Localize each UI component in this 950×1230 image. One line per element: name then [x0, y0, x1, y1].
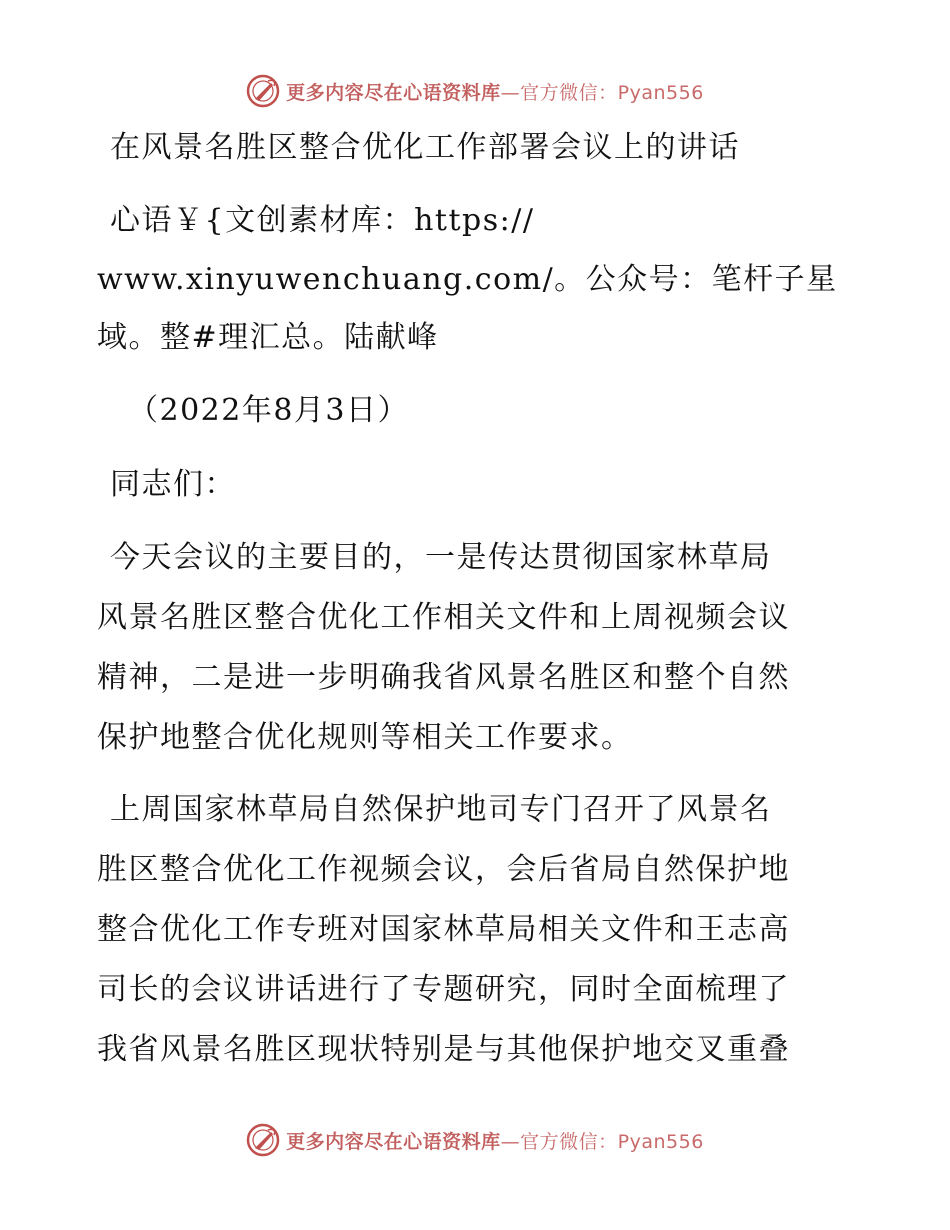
- source-line-3: 域。整#理汇总。陆献峰: [97, 320, 439, 355]
- paragraph-1-line: 今天会议的主要目的，一是传达贯彻国家林草局: [110, 540, 772, 575]
- paragraph-2-line: 我省风景名胜区现状特别是与其他保护地交叉重叠: [97, 1032, 790, 1067]
- quill-logo-icon: [246, 1123, 280, 1157]
- paragraph-2-line: 整合优化工作专班对国家林草局相关文件和王志高: [97, 912, 790, 947]
- salutation: 同志们：: [110, 467, 236, 502]
- paragraph-1-line: 精神，二是进一步明确我省风景名胜区和整个自然: [97, 660, 790, 695]
- header-watermark-banner: [0, 71, 950, 111]
- source-line-2: www.xinyuwenchuang.com/。公众号：笔杆子星: [97, 262, 838, 297]
- banner-wechat: —官方微信：Pyan556: [500, 81, 704, 104]
- paragraph-1-line: 风景名胜区整合优化工作相关文件和上周视频会议: [97, 600, 790, 635]
- banner-text: [286, 78, 704, 105]
- paragraph-2-line: 上周国家林草局自然保护地司专门召开了风景名: [110, 792, 772, 827]
- banner-brand: 更多内容尽在心语资料库: [286, 1130, 501, 1153]
- paragraph-2-line: 胜区整合优化工作视频会议，会后省局自然保护地: [97, 852, 790, 887]
- paragraph-1-line: 保护地整合优化规则等相关工作要求。: [97, 720, 633, 755]
- banner-wechat: —官方微信：Pyan556: [500, 1130, 704, 1153]
- document-date: （2022年8月3日）: [128, 393, 410, 428]
- banner-text: [286, 1127, 704, 1154]
- footer-watermark-banner: [0, 1120, 950, 1160]
- document-title: 在风景名胜区整合优化工作部署会议上的讲话: [110, 130, 740, 165]
- source-line-1: 心语￥{文创素材库：https://: [110, 203, 535, 238]
- banner-brand: 更多内容尽在心语资料库: [286, 81, 501, 104]
- paragraph-2-line: 司长的会议讲话进行了专题研究，同时全面梳理了: [97, 972, 790, 1007]
- quill-logo-icon: [246, 74, 280, 108]
